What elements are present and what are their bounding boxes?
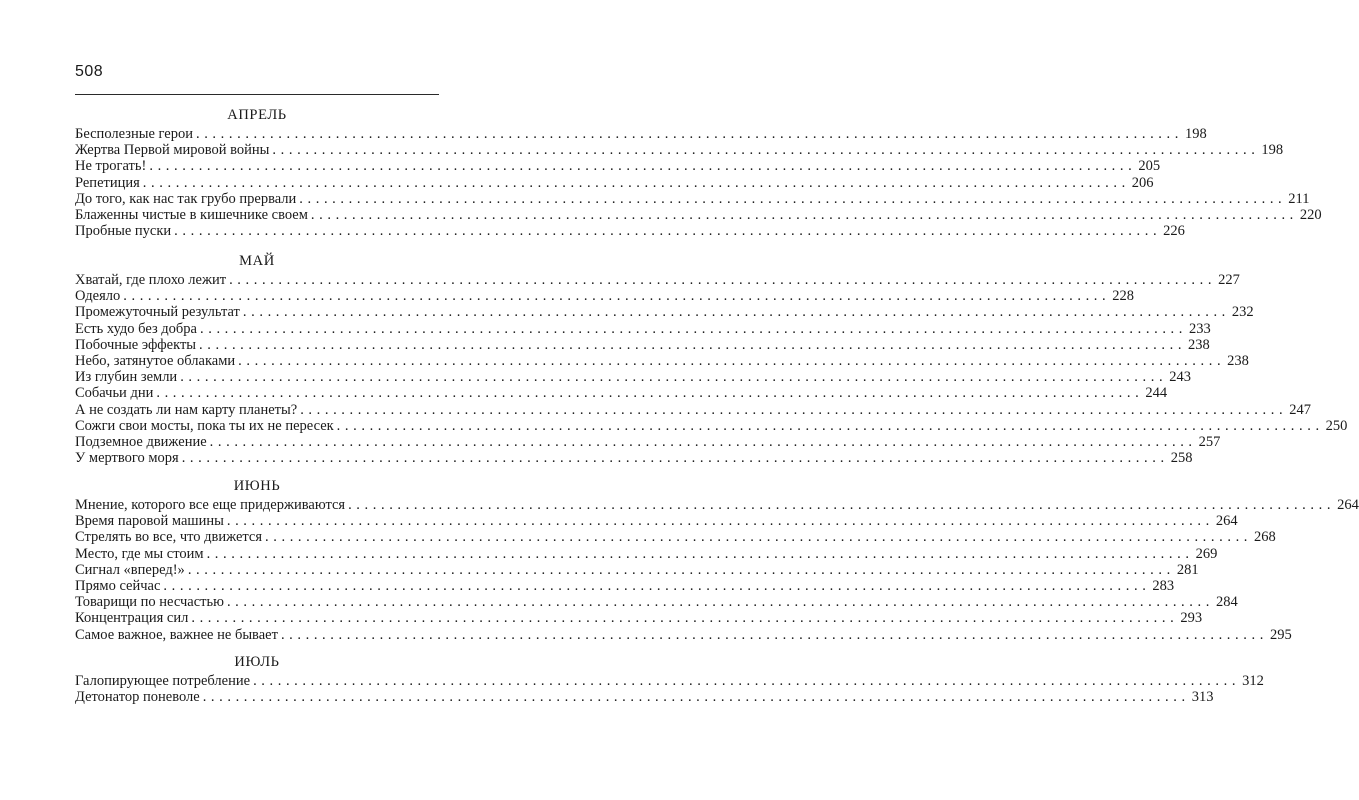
entry-page: 258 <box>1170 450 1193 467</box>
toc-entry <box>75 158 1161 175</box>
section-june <box>75 475 1359 643</box>
dot-leader: ........................................................................................................................ <box>238 352 1226 369</box>
dot-leader: ........................................................................................................................ <box>142 174 1130 191</box>
dot-leader: ........................................................................................................................ <box>195 126 1183 142</box>
entry-page: 247 <box>1289 401 1311 418</box>
entry-page: 198 <box>1184 126 1207 142</box>
dot-leader: ........................................................................................................................ <box>300 401 1288 418</box>
entry-page: 268 <box>1254 529 1276 546</box>
entry-title: Репетиция <box>75 174 140 191</box>
entry-title: Время паровой машины <box>75 513 224 530</box>
dot-leader: ........................................................................................................................ <box>200 320 1187 337</box>
dot-leader: ........................................................................................................................ <box>123 288 1111 305</box>
toc-entry <box>75 174 1154 191</box>
entry-page: 269 <box>1195 545 1218 562</box>
toc-entry <box>75 369 1191 386</box>
toc-entry <box>75 450 1193 467</box>
entry-title: Стрелять во все, что движется <box>75 529 263 546</box>
entry-page: 226 <box>1163 223 1185 240</box>
toc-entry <box>75 190 1310 207</box>
entry-page: 227 <box>1218 272 1240 288</box>
toc-entry <box>75 206 1322 223</box>
toc-entry <box>75 417 1348 434</box>
page-number: 508 <box>75 63 104 80</box>
toc-entry <box>75 126 1207 142</box>
entry-title: Собачьи дни <box>75 385 154 402</box>
entry-page: 232 <box>1231 304 1254 321</box>
section-july <box>75 651 1264 706</box>
toc-entry <box>75 352 1249 369</box>
dot-leader: ........................................................................................................................ <box>163 577 1151 594</box>
entry-title: Мнение, которого все еще придерживаются <box>75 497 346 513</box>
entry-page: 233 <box>1189 320 1211 337</box>
entry-page: 205 <box>1138 158 1161 175</box>
toc-entry <box>75 689 1214 706</box>
entry-page: 243 <box>1169 369 1191 386</box>
entry-title: Галопирующее потребление <box>75 673 251 689</box>
entry-title: Блаженны чистые в кишечнике своем <box>75 206 308 223</box>
toc-entry <box>75 673 1264 689</box>
dot-leader: ........................................................................................................................ <box>336 417 1324 434</box>
dot-leader: ........................................................................................................................ <box>280 626 1268 643</box>
entry-title: Одеяло <box>75 288 121 305</box>
toc-entry <box>75 529 1276 546</box>
section-title: ИЮНЬ <box>233 478 281 494</box>
dot-leader: ........................................................................................................................ <box>202 689 1190 706</box>
entry-title: Товарищи по несчастью <box>75 594 224 611</box>
entry-page: 312 <box>1242 673 1264 689</box>
toc-entry <box>75 385 1168 402</box>
dot-leader: ........................................................................................................................ <box>226 594 1214 611</box>
section-title: АПРЕЛЬ <box>227 107 287 123</box>
entry-title: Небо, затянутое облаками <box>75 352 236 369</box>
dot-leader: ........................................................................................................................ <box>209 433 1197 450</box>
header-rule <box>75 94 439 95</box>
dot-leader: ........................................................................................................................ <box>191 610 1179 627</box>
entry-title: Сожги свои мосты, пока ты их не пересек <box>75 417 334 434</box>
dot-leader: ........................................................................................................................ <box>253 673 1241 689</box>
entry-title: Есть худо без добра <box>75 320 197 337</box>
dot-leader: ........................................................................................................................ <box>174 223 1162 240</box>
dot-leader: ........................................................................................................................ <box>206 545 1194 562</box>
entry-page: 264 <box>1215 513 1238 530</box>
entry-title: Место, где мы стоим <box>75 545 204 562</box>
dot-leader: ........................................................................................................................ <box>156 385 1144 402</box>
toc-entry <box>75 272 1240 288</box>
entry-page: 238 <box>1227 352 1249 369</box>
toc-entry <box>75 626 1292 643</box>
toc-entry <box>75 320 1211 337</box>
entry-page: 264 <box>1337 497 1359 513</box>
entry-page: 295 <box>1269 626 1292 643</box>
dot-leader: ........................................................................................................................ <box>272 142 1260 159</box>
entry-page: 284 <box>1215 594 1238 611</box>
entry-title: Пробные пуски <box>75 223 172 240</box>
toc-entry <box>75 610 1203 627</box>
toc-entry <box>75 545 1218 562</box>
section-title: ИЮЛЬ <box>234 654 280 670</box>
entry-title: А не создать ли нам карту планеты? <box>75 401 298 418</box>
section-april <box>75 104 1322 240</box>
dot-leader: ........................................................................................................................ <box>348 497 1336 513</box>
dot-leader: ........................................................................................................................ <box>181 450 1169 467</box>
toc-entry <box>75 561 1199 578</box>
dot-leader: ........................................................................................................................ <box>149 158 1137 175</box>
dot-leader: ........................................................................................................................ <box>229 272 1217 288</box>
toc-entry <box>75 401 1311 418</box>
toc-entry <box>75 336 1210 353</box>
entry-title: Сигнал «вперед!» <box>75 561 185 578</box>
dot-leader: ........................................................................................................................ <box>226 513 1214 530</box>
entry-title: Подземное движение <box>75 433 207 450</box>
entry-page: 244 <box>1145 385 1168 402</box>
entry-page: 250 <box>1325 417 1348 434</box>
entry-title: Побочные эффекты <box>75 336 197 353</box>
toc-entry <box>75 594 1238 611</box>
toc-entry <box>75 288 1134 305</box>
dot-leader: ........................................................................................................................ <box>310 206 1298 223</box>
entry-page: 313 <box>1191 689 1214 706</box>
entry-page: 293 <box>1180 610 1203 627</box>
entry-page: 198 <box>1261 142 1284 159</box>
entry-title: Концентрация сил <box>75 610 189 627</box>
entry-title: Бесполезные герои <box>75 126 193 142</box>
entry-page: 228 <box>1112 288 1134 305</box>
entry-title: Хватай, где плохо лежит <box>75 272 227 288</box>
toc-entry <box>75 513 1238 530</box>
entry-title: До того, как нас так грубо прервали <box>75 190 297 207</box>
section-may <box>75 250 1348 467</box>
dot-leader: ........................................................................................................................ <box>180 369 1168 386</box>
entry-title: У мертвого моря <box>75 450 179 467</box>
toc-entry <box>75 142 1284 159</box>
entry-title: Самое важное, важнее не бывает <box>75 626 278 643</box>
entry-page: 257 <box>1198 433 1221 450</box>
entry-page: 206 <box>1131 174 1154 191</box>
entry-title: Детонатор поневоле <box>75 689 200 706</box>
dot-leader: ........................................................................................................................ <box>265 529 1253 546</box>
entry-title: Из глубин земли <box>75 369 178 386</box>
entry-page: 238 <box>1188 336 1210 353</box>
dot-leader: ........................................................................................................................ <box>199 336 1187 353</box>
entry-title: Не трогать! <box>75 158 147 175</box>
dot-leader: ........................................................................................................................ <box>242 304 1230 321</box>
toc-entry <box>75 304 1254 321</box>
dot-leader: ........................................................................................................................ <box>299 190 1287 207</box>
toc-entry <box>75 577 1175 594</box>
entry-title: Жертва Первой мировой войны <box>75 142 270 159</box>
dot-leader: ........................................................................................................................ <box>187 561 1175 578</box>
entry-page: 281 <box>1176 561 1199 578</box>
entry-page: 211 <box>1288 190 1310 207</box>
entry-page: 283 <box>1152 577 1175 594</box>
toc-entry <box>75 223 1185 240</box>
section-title: МАЙ <box>239 253 275 269</box>
entry-page: 220 <box>1299 206 1322 223</box>
entry-title: Прямо сейчас <box>75 577 161 594</box>
entry-title: Промежуточный результат <box>75 304 240 321</box>
toc-entry <box>75 497 1359 513</box>
toc-entry <box>75 433 1221 450</box>
